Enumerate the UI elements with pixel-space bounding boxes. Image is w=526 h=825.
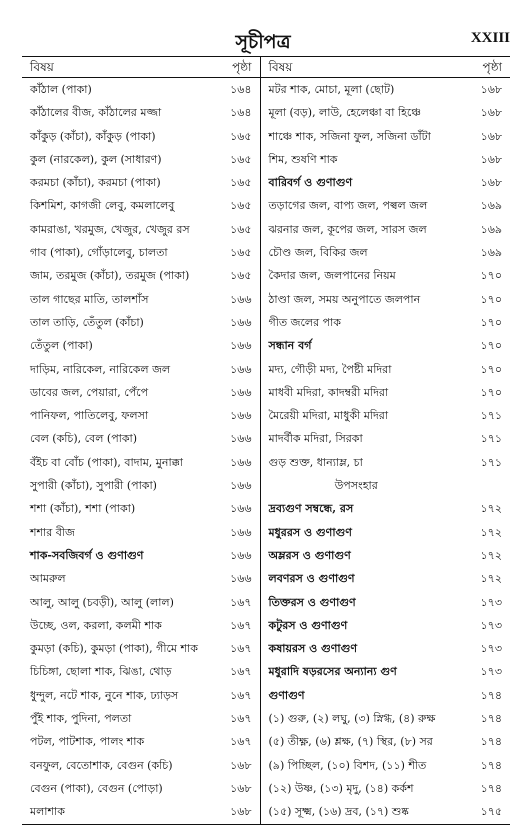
table-row: [22, 707, 510, 730]
left-entry: [22, 194, 261, 217]
right-entry: [261, 241, 510, 264]
entry-page: ১৬৭: [230, 665, 252, 679]
table-row: [22, 125, 510, 148]
left-entry: [22, 777, 261, 800]
table-row: [22, 148, 510, 171]
entry-page: ১৬৭: [230, 688, 252, 702]
left-entry: [22, 171, 261, 194]
entry-page: ১৬৮: [230, 758, 252, 772]
entry-topic: ঝরনার জল, কূপের জল, সারস জল: [268, 222, 427, 236]
left-entry: [22, 521, 261, 544]
table-row: [22, 754, 510, 777]
left-entry: [22, 684, 261, 707]
entry-page: ১৬৫: [230, 176, 252, 190]
left-entry: [22, 614, 261, 637]
right-entry: [261, 171, 510, 194]
entry-page: ১৭০: [480, 315, 502, 329]
entry-topic: গুণাগুণ: [268, 688, 305, 702]
table-row: [22, 800, 510, 823]
entry-page: ১৬৬: [230, 502, 252, 516]
table-row: [22, 614, 510, 637]
right-entry: [261, 311, 510, 334]
right-entry: [261, 427, 510, 450]
entry-topic: উচ্ছে, ওল, করলা, কলমী শাক: [30, 618, 162, 632]
entry-page: ১৬৬: [230, 385, 252, 399]
entry-topic: পটল, পাটশাক, পালং শাক: [30, 735, 145, 749]
entry-topic: কষায়রস ও গুণাগুণ: [268, 642, 358, 656]
left-entry: [22, 754, 261, 777]
entry-topic: তেঁতুল (পাকা): [30, 339, 93, 353]
left-entry: [22, 334, 261, 357]
entry-topic: তড়াগের জল, বাপ্য জল, পল্বল জল: [268, 199, 428, 213]
entry-page: ১৬৫: [230, 246, 252, 260]
entry-topic: বেল (কচি), বেল (পাকা): [30, 432, 138, 446]
left-entry: [22, 497, 261, 520]
entry-page: ১৭১: [480, 432, 502, 446]
table-row: [22, 427, 510, 450]
entry-page: [452, 474, 510, 497]
left-entry: [22, 288, 261, 311]
entry-page: ১৭৫: [480, 805, 502, 819]
entry-topic: শাক-সবজিবর্গ ও গুণাগুণ: [30, 548, 144, 562]
right-entry: [261, 660, 510, 683]
entry-page: ১৭২: [480, 548, 502, 562]
entry-page: ১৬৬: [230, 409, 252, 423]
left-entry: [22, 567, 261, 590]
right-entry: [261, 730, 510, 753]
entry-topic: কুল (নারকেল), কুল (সাধারণ): [30, 152, 162, 166]
entry-page: ১৭৪: [480, 735, 502, 749]
table-row: [22, 78, 510, 101]
right-entry: [261, 591, 510, 614]
entry-topic: (১৫) সূক্ষ্ম, (১৬) দ্রব, (১৭) শুষ্ক: [268, 805, 409, 819]
right-entry: [261, 800, 510, 823]
entry-page: ১৬৬: [230, 339, 252, 353]
entry-topic: শাঞ্চে শাক, সজিনা ফুল, সজিনা ডাঁটা: [268, 129, 431, 143]
table-row: [22, 264, 510, 287]
left-entry: [22, 637, 261, 660]
page-number: XXIII: [470, 30, 510, 46]
entry-page: ১৭১: [480, 409, 502, 423]
entry-page: ১৬৬: [230, 525, 252, 539]
entry-topic: কুমড়া (কচি), কুমড়া (পাকা), গীমে শাক: [30, 642, 198, 656]
entry-page: ১৭৩: [480, 595, 502, 609]
entry-page: ১৬৭: [230, 735, 252, 749]
table-row: [22, 171, 510, 194]
entry-topic: (১) গুরু, (২) লঘু, (৩) স্নিগ্ধ, (৪) রুক্ষ: [268, 712, 436, 726]
entry-topic: শিম, শুষণি শাক: [268, 152, 338, 166]
entry-topic: বারিবর্গ ও গুণাগুণ: [268, 176, 353, 190]
entry-page: ১৬৮: [480, 129, 502, 143]
entry-topic: পুঁই শাক, পুদিনা, পলতা: [30, 712, 132, 726]
entry-page: ১৭৩: [480, 642, 502, 656]
entry-topic: আমরুল: [30, 572, 66, 586]
entry-page: ১৬৯: [480, 222, 502, 236]
left-entry: [22, 404, 261, 427]
table-row: [22, 241, 510, 264]
entry-page: ১৬৬: [230, 362, 252, 376]
entry-topic: চিচিঙ্গা, ছোলা শাক, ঝিঙা, থোড়: [30, 665, 172, 679]
right-column-header: [261, 57, 510, 77]
entry-page: ১৬৮: [480, 106, 502, 120]
entry-topic: বেগুন (পাকা), বেগুন (পোড়া): [30, 781, 163, 795]
right-entry: [261, 125, 510, 148]
entry-page: ১৬৬: [230, 479, 252, 493]
contents-table: [22, 56, 510, 825]
right-entry: [261, 148, 510, 171]
entry-topic: মধুররস ও গুণাগুণ: [268, 525, 352, 539]
right-entry: [261, 194, 510, 217]
entry-topic: আলু, আলু (চবড়ী), আলু (লাল): [30, 595, 174, 609]
entry-page: ১৭৩: [480, 618, 502, 632]
entry-page: ১৭৩: [480, 665, 502, 679]
entry-page: ১৭১: [480, 455, 502, 469]
entry-page: ১৭০: [480, 362, 502, 376]
right-entry: [261, 497, 510, 520]
left-entry: [22, 427, 261, 450]
left-entry: [22, 218, 261, 241]
right-entry: [261, 78, 510, 101]
entry-page: ১৭৪: [480, 758, 502, 772]
entry-page: ১৬৫: [230, 129, 252, 143]
entry-page: ১৬৬: [230, 315, 252, 329]
entry-topic: কিশমিশ, কাগজী লেবু, কমলালেবু: [30, 199, 175, 213]
entry-topic: মৈরেয়ী মদিরা, মাধুকী মদিরা: [268, 409, 389, 423]
right-entry: [261, 334, 510, 357]
table-row: [22, 521, 510, 544]
entry-topic: মাদর্বীক মদিরা, সিরকা: [268, 432, 363, 446]
entry-topic: উপসংহার: [334, 479, 378, 493]
table-row: [22, 288, 510, 311]
entry-topic: কাঁকুড় (কাঁচা), কাঁকুড় (পাকা): [30, 129, 156, 143]
table-row: [22, 381, 510, 404]
entry-page: ১৭২: [480, 502, 502, 516]
right-entry: [261, 451, 510, 474]
table-row: [22, 544, 510, 567]
right-entry: [261, 614, 510, 637]
entry-topic: জাম, তরমুজ (কাঁচা), তরমুজ (পাকা): [30, 269, 190, 283]
entry-topic: মূলা (বড়), লাউ, হেলেঞ্চা বা হিঞ্চে: [268, 106, 421, 120]
entry-topic: কামরাঙা, খরমুজ, খেজুর, খেজুর রস: [30, 222, 190, 236]
table-body: [22, 78, 510, 824]
left-entry: [22, 148, 261, 171]
right-entry: [261, 381, 510, 404]
table-row: [22, 218, 510, 241]
table-row: [22, 334, 510, 357]
left-entry: [22, 381, 261, 404]
page-title: সূচীপত্র: [235, 31, 291, 53]
table-row: [22, 101, 510, 124]
entry-topic: গীত জলের পাক: [268, 315, 341, 329]
left-entry: [22, 241, 261, 264]
entry-page: ১৭৪: [480, 712, 502, 726]
table-row: [22, 474, 510, 497]
right-entry: [261, 288, 510, 311]
right-entry: [261, 707, 510, 730]
entry-page: ১৬৮: [230, 805, 252, 819]
entry-page: ১৬৬: [230, 455, 252, 469]
topic-header: বিষয়: [30, 60, 54, 74]
table-header: [22, 57, 510, 78]
right-entry: [261, 521, 510, 544]
entry-topic: ডাবের জল, পেয়ারা, পেঁপে: [30, 385, 149, 399]
entry-topic: সুপারী (কাঁচা), সুপারী (পাকা): [30, 479, 157, 493]
entry-page: ১৬৯: [480, 246, 502, 260]
entry-topic: মটর শাক, মোচা, মূলা (ছোট): [268, 83, 395, 96]
entry-topic: অম্লরস ও গুণাগুণ: [268, 548, 351, 562]
right-entry: [261, 218, 510, 241]
entry-page: ১৬৮: [480, 83, 502, 96]
entry-page: ১৭০: [480, 269, 502, 283]
entry-page: ১৬৬: [230, 292, 252, 306]
right-entry: [261, 544, 510, 567]
entry-topic: মধুরাদি ষড়রসের অন্যান্য গুণ: [268, 665, 397, 679]
entry-page: ১৬৪: [230, 83, 252, 96]
table-row: [22, 194, 510, 217]
right-entry: [261, 684, 510, 707]
entry-page: ১৭৪: [480, 688, 502, 702]
entry-page: ১৬৫: [230, 152, 252, 166]
entry-topic: ঠাণ্ডা জল, সময় অনুপাতে জলপান: [268, 292, 421, 306]
entry-page: ১৬৪: [230, 106, 252, 120]
entry-page: ১৭০: [480, 339, 502, 353]
left-column-header: [22, 57, 261, 77]
entry-topic: সন্ধান বর্গ: [268, 339, 312, 353]
entry-topic: শশার বীজ: [30, 525, 75, 539]
right-entry: [261, 777, 510, 800]
entry-page: ১৬৫: [230, 199, 252, 213]
entry-topic: মদ্য, গৌড়ী মদ্য, পৈষ্টী মদিরা: [268, 362, 392, 376]
entry-page: ১৬৬: [230, 548, 252, 562]
page-header: পৃষ্ঠা: [482, 60, 502, 74]
table-row: [22, 451, 510, 474]
entry-topic: গুড় শুক্ত, ধান্যাম্ল, চা: [268, 455, 363, 469]
entry-page: ১৭০: [480, 385, 502, 399]
entry-topic: কটুরস ও গুণাগুণ: [268, 618, 348, 632]
entry-page: ১৬৬: [230, 572, 252, 586]
entry-page: ১৭২: [480, 572, 502, 586]
right-entry: [261, 567, 510, 590]
right-entry: [261, 474, 510, 497]
topic-header: বিষয়: [268, 60, 293, 74]
entry-page: ১৬৮: [230, 781, 252, 795]
entry-page: ১৬৭: [230, 642, 252, 656]
entry-page: ১৭৪: [480, 781, 502, 795]
left-entry: [22, 264, 261, 287]
table-row: [22, 567, 510, 590]
table-row: [22, 591, 510, 614]
entry-topic: কৈদার জল, জলপানের নিয়ম: [268, 269, 396, 283]
right-entry: [261, 754, 510, 777]
table-row: [22, 637, 510, 660]
right-entry: [261, 404, 510, 427]
entry-page: ১৬৭: [230, 712, 252, 726]
entry-topic: তাল তাড়ি, তেঁতুল (কাঁচা): [30, 315, 144, 329]
entry-page: ১৬৭: [230, 595, 252, 609]
entry-topic: মলাশাক: [30, 805, 65, 819]
left-entry: [22, 800, 261, 823]
left-entry: [22, 707, 261, 730]
entry-topic: ধুন্দুল, নটে শাক, নুনে শাক, ঢ্যাড়স: [30, 688, 179, 702]
entry-topic: তিক্তরস ও গুণাগুণ: [268, 595, 356, 609]
entry-topic: দাড়িম, নারিকেল, নারিকেল জল: [30, 362, 171, 376]
entry-page: ১৬৫: [230, 222, 252, 236]
entry-topic: কাঁঠালের বীজ, কাঁঠালের মজ্জা: [30, 106, 162, 120]
table-row: [22, 660, 510, 683]
entry-page: ১৭০: [480, 292, 502, 306]
entry-topic: দ্রব্যগুণ সম্বন্ধে, রস: [268, 502, 354, 516]
left-entry: [22, 358, 261, 381]
left-entry: [22, 311, 261, 334]
entry-topic: বঁইচ বা বোঁচ (পাকা), বাদাম, মুনাক্কা: [30, 455, 183, 469]
right-entry: [261, 358, 510, 381]
right-entry: [261, 101, 510, 124]
page-header: পৃষ্ঠা: [232, 60, 252, 74]
left-entry: [22, 125, 261, 148]
table-row: [22, 777, 510, 800]
entry-topic: (৫) তীক্ষ্ণ, (৬) শ্লক্ষ, (৭) স্থির, (৮) সর: [268, 735, 433, 749]
entry-page: ১৬৮: [480, 152, 502, 166]
entry-topic: করমচা (কাঁচা), করমচা (পাকা): [30, 176, 161, 190]
entry-topic: মাধবী মদিরা, কাদম্বরী মদিরা: [268, 385, 389, 399]
entry-page: ১৬৬: [230, 432, 252, 446]
left-entry: [22, 101, 261, 124]
entry-page: ১৬৫: [230, 269, 252, 283]
entry-topic: কাঁঠাল (পাকা): [30, 83, 92, 96]
right-entry: [261, 264, 510, 287]
entry-topic: তাল গাছের মাতি, তালশাঁস: [30, 292, 149, 306]
entry-topic: গাব (পাকা), গোঁড়ালেবু, চালতা: [30, 246, 168, 260]
entry-page: ১৭২: [480, 525, 502, 539]
entry-topic: (৯) পিচ্ছিল, (১০) বিশদ, (১১) শীত: [268, 758, 427, 772]
entry-topic: (১২) উষ্ণ, (১৩) মৃদু, (১৪) কর্কশ: [268, 781, 414, 795]
right-entry: [261, 637, 510, 660]
entry-topic: চৌণ্ড জল, বিকির জল: [268, 246, 368, 260]
left-entry: [22, 730, 261, 753]
entry-topic: বনফুল, বেতোশাক, বেগুন (কচি): [30, 758, 173, 772]
table-row: [22, 358, 510, 381]
table-row: [22, 684, 510, 707]
left-entry: [22, 591, 261, 614]
left-entry: [22, 660, 261, 683]
table-row: [22, 404, 510, 427]
entry-topic: পানিফল, পাতিলেবু, ফলসা: [30, 409, 149, 423]
left-entry: [22, 544, 261, 567]
table-row: [22, 730, 510, 753]
entry-page: ১৬৭: [230, 618, 252, 632]
entry-topic: লবণরস ও গুণাগুণ: [268, 572, 355, 586]
left-entry: [22, 78, 261, 101]
entry-topic: শশা (কাঁচা), শশা (পাকা): [30, 502, 136, 516]
left-entry: [22, 451, 261, 474]
entry-page: ১৬৯: [480, 199, 502, 213]
table-row: [22, 311, 510, 334]
table-row: [22, 497, 510, 520]
left-entry: [22, 474, 261, 497]
entry-page: ১৬৮: [480, 176, 502, 190]
